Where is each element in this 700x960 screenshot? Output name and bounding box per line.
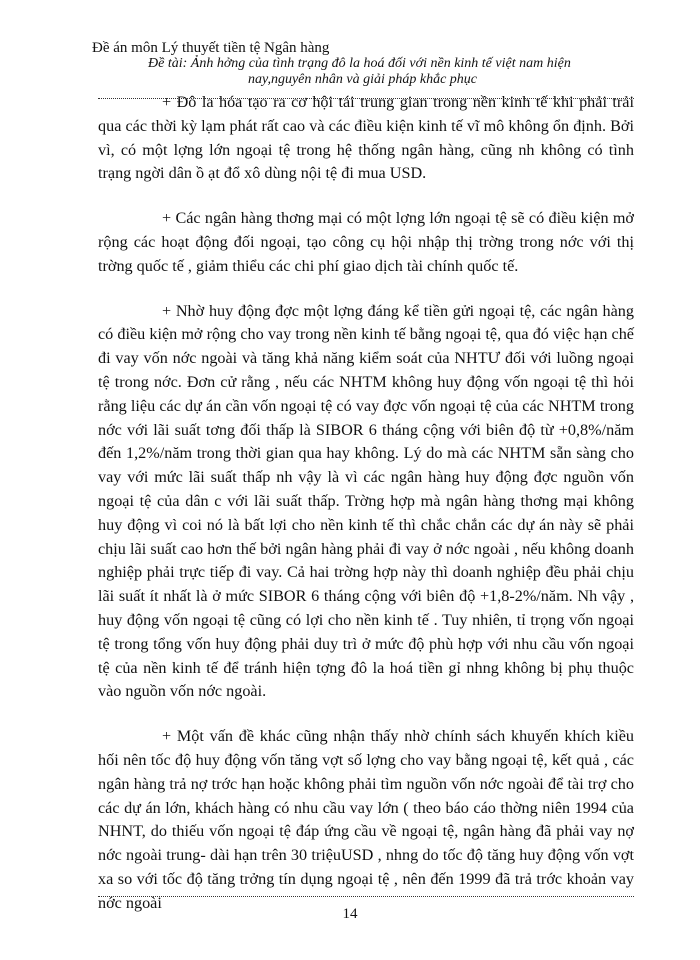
paragraph-foreign-activities: + Các ngân hàng thơng mại có một lợng lớn ngoại tệ sẽ có điều kiện mở rộng các hoạt động đối ngoại, tạo công cụ hội nhập thị trờng trong nớc với thị trờng quốc tế , giảm thiểu các chi phí giao dịch tài chính quốc tế. <box>98 209 634 275</box>
page-number: 14 <box>342 906 358 922</box>
paragraph-deposit-mobilization: + Nhờ huy động đợc một lợng đáng kể tiền gửi ngoại tệ, các ngân hàng có điều kiện mở rộng cho vay trong nền kinh tế bằng ngoại tệ, qua đó việc hạn chế đi vay vốn nớc ngoài và tăng khả năng kiểm soát của NHTƯ đối với luồng ngoại tệ trong nớc. Đơn cử rằng , nếu các NHTM không huy động vốn ngoại tệ thì hỏi rằng liệu các dự án cần vốn ngoại tệ có vay đợc vốn ngoại tệ của các NHTM trong nớc với lãi suất tơng đối thấp là SIBOR 6 tháng cộng với biên độ từ +0,8%/năm đến 1,2%/năm trong thời gian qua hay không. Lý do mà các NHTM sẵn sàng cho vay với mức lãi suất thấp nh vậy là vì các ngân hàng huy động đợc nguồn vốn ngoại tệ của dân c với lãi suất thấp. Trờng hợp mà ngân hàng thơng mại không huy động vì coi nó là bất lợi cho nền kinh tế thì chắc chắn các dự án này sẽ phải chịu lãi suất cao hơn thế bởi ngân hàng phải đi vay ở nớc ngoài , nếu không doanh nghiệp phải trực tiếp đi vay. Cả hai trờng hợp này thì doanh nghiệp đều phải chịu lãi suất ít nhất là ở mức SIBOR 6 tháng cộng với biên độ +1,8-2%/năm. Nh vậy , huy động vốn ngoại tệ cũng có lợi cho nền kinh tế . Tuy nhiên, tỉ trọng vốn ngoại tệ trong tổng vốn huy động phải duy trì ở mức độ phù hợp với nhu cầu vốn ngoại tệ của nền kinh tế để tránh hiện tợng đô la hoá tiền gỉ nhng không bị phụ thuộc vào nguồn vốn nớc ngoài. <box>98 301 634 701</box>
paragraph-dollarization-reintermediation: + Đô la hóa tạo ra cơ hội tái trung gian trong nền kinh tế khi phải trải qua các thời kỳ lạm phát rất cao và các điều kiện kinh tế vĩ mô không ổn định. Bởi vì, có một lợng lớn ngoại tệ trong hệ thống ngân hàng, cũng nh không có tình trạng ngời dân ồ ạt đổ xô dùng nội tệ đi mua USD. <box>98 93 634 183</box>
header-course-title: Đề án môn Lý thuyết tiền tệ Ngân hàng <box>92 40 330 56</box>
header-topic-line1: Đề tài: Ảnh hởng của tình trạng đô la hoá đối với nền kinh tế việt nam hiện <box>148 56 571 71</box>
paragraph-remittance-policy: + Một vấn đề khác cũng nhận thấy nhờ chính sách khuyến khích kiều hối nên tốc độ huy động vốn tăng vợt số lợng cho vay bằng ngoại tệ, kết quả , các ngân hàng trả nợ trớc hạn hoặc không phải tìm nguồn vốn nớc ngoài để tài trợ cho các dự án lớn, khách hàng có nhu cầu vay lớn ( theo báo cáo thờng niên 1994 của NHNT, do thiếu vốn ngoại tệ đáp ứng cầu về ngoại tệ, ngân hàng đã phải vay nợ nớc ngoài trung- dài hạn trên 30 triệuUSD , nhng do tốc độ tăng huy động vốn vợt xa so với tốc độ tăng trởng tín dụng ngoại tệ , nên đến 1999 đã trả trớc khoản vay nớc ngoài <box>98 727 634 912</box>
document-body <box>98 91 634 937</box>
header-topic-line2: nay,nguyên nhân và giải pháp khắc phục <box>248 72 478 87</box>
header-divider <box>98 98 634 99</box>
footer-divider <box>98 896 634 897</box>
